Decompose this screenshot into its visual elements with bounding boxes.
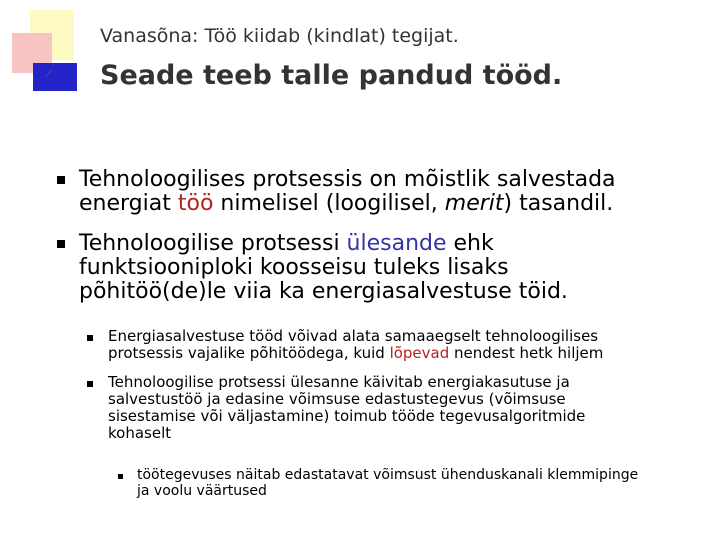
sub-bullet-2-line-1: Tehnoloogilise protsessi ülesanne käivitab energiakasutuse ja — [108, 373, 570, 391]
sub-bullet-square-icon — [87, 335, 93, 341]
sub-bullet-2-line-4: kohaselt — [108, 424, 172, 442]
sub-sub-bullet-1-line-2: ja voolu väärtused — [137, 483, 267, 499]
bullet-square-icon — [57, 176, 65, 184]
bullet-2-line-2: funktsiooniploki koosseisu tuleks lisaks — [79, 255, 509, 280]
bullet-2-line-1: Tehnoloogilise protsessi ülesande ehk — [79, 231, 494, 256]
highlight-lopevad: lõpevad — [389, 344, 450, 362]
sub-sub-bullet-1-text — [137, 467, 638, 499]
bullet-square-icon — [57, 240, 65, 248]
bullet-2-text — [79, 232, 568, 304]
bullet-1-line-1: Tehnoloogilises protsessis on mõistlik salvestada — [79, 167, 616, 192]
bullet-1-text — [79, 168, 616, 216]
sub-bullet-2-line-3: sisestamise või väljastamine) toimub tööde tegevusalgoritmide — [108, 407, 586, 425]
sub-sub-bullet-square-icon — [118, 474, 123, 479]
sub-sub-bullet-1-line-1: töötegevuses näitab edastatavat võimsust ühenduskanali klemmipinge — [137, 467, 639, 483]
sub-bullet-2-text — [108, 374, 585, 442]
slide-title: Seade teeb talle pandud tööd. — [100, 60, 563, 91]
bullet-1-line-2: energiat töö nimelisel (loogilisel, merit) tasandil. — [79, 191, 614, 216]
highlight-too: töö — [177, 191, 214, 216]
sub-bullet-2-line-2: salvestustöö ja edasine võimsuse edastustegevus (võimsuse — [108, 390, 566, 408]
highlight-ulesande: ülesande — [346, 231, 447, 256]
sub-bullet-square-icon — [87, 381, 93, 387]
bullet-2-line-3: põhitöö(de)le viia ka energiasalvestuse töid. — [79, 279, 568, 304]
term-merit: merit — [444, 191, 504, 216]
sub-bullet-1-line-2: protsessis vajalike põhitöödega, kuid lõpevad nendest hetk hiljem — [108, 344, 604, 362]
sub-bullet-1-text — [108, 328, 603, 362]
slide-subtitle: Vanasõna: Töö kiidab (kindlat) tegijat. — [100, 25, 459, 47]
sub-bullet-1-line-1: Energiasalvestuse tööd võivad alata samaaegselt tehnoloogilises — [108, 327, 599, 345]
